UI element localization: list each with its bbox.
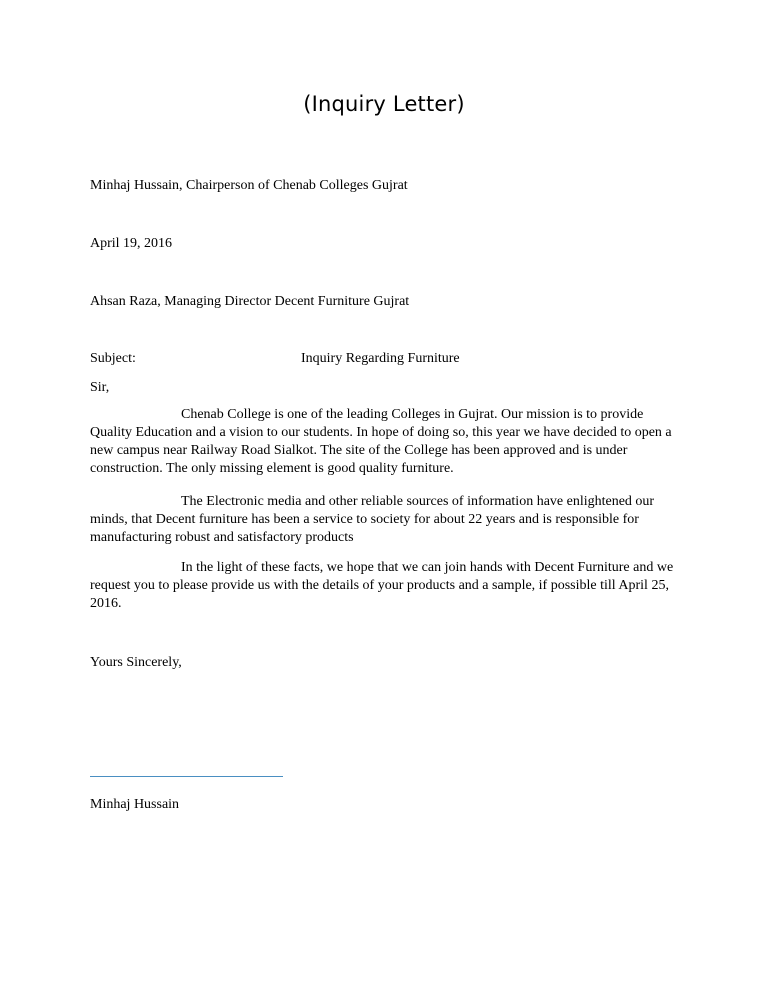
- closing-line: Yours Sincerely,: [90, 655, 182, 670]
- salutation: Sir,: [90, 380, 110, 395]
- body-paragraph-2: The Electronic media and other reliable sources of information have enlightened our minds, that Decent furniture has been a service to society for about 22 years and is responsible for manufacturing robust and satisfactory products: [90, 494, 655, 545]
- letter-date: April 19, 2016: [90, 236, 173, 251]
- subject-label: Subject:: [90, 351, 136, 366]
- signature-line: [90, 776, 283, 777]
- body-paragraph-3: In the light of these facts, we hope that we can join hands with Decent Furniture and we request you to please provide us with the details of your products and a sample, if possible till April 25, 2016.: [90, 560, 674, 611]
- subject-value: Inquiry Regarding Furniture: [301, 351, 460, 366]
- recipient-line: Ahsan Raza, Managing Director Decent Furniture Gujrat: [90, 294, 410, 309]
- signature-name: Minhaj Hussain: [90, 797, 180, 812]
- body-paragraph-1: Chenab College is one of the leading Colleges in Gujrat. Our mission is to provide Quality Education and a vision to our students. In hope of doing so, this year we have decided to open a new campus near Railway Road Sialkot. The site of the College has been approved and is under construction. The only missing element is good quality furniture.: [90, 407, 672, 476]
- letter-title: (Inquiry Letter): [303, 92, 465, 116]
- sender-line: Minhaj Hussain, Chairperson of Chenab Colleges Gujrat: [90, 178, 408, 193]
